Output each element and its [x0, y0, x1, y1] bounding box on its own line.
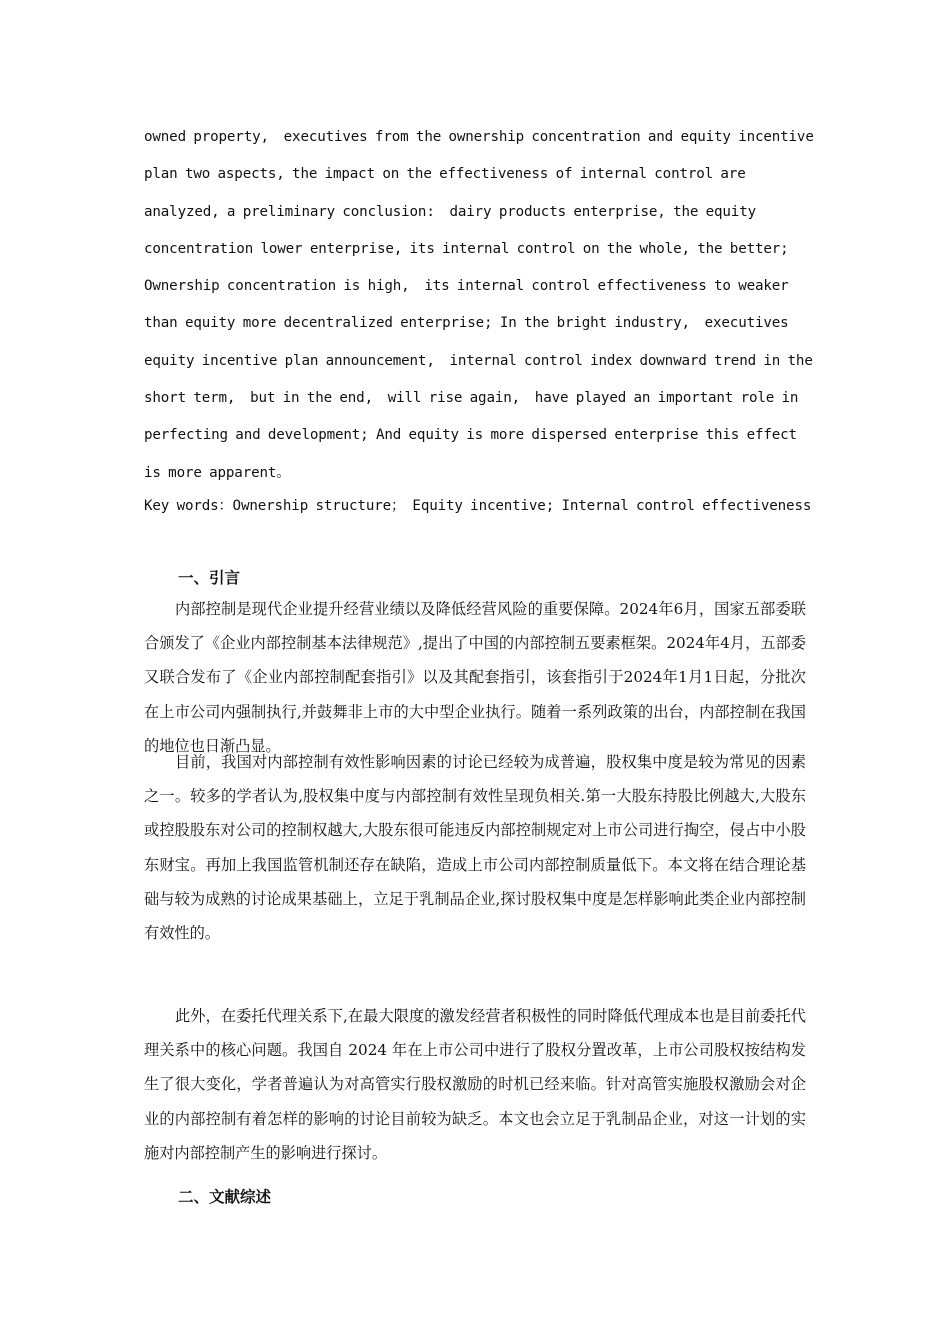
body-paragraph: 内部控制是现代企业提升经营业绩以及降低经营风险的重要保障。2024年6月，国家五部委联合颁发了《企业内部控制基本法律规范》,提出了中国的内部控制五要素框架。2024年4月，五部委又联合发布了《企业内部控制配套指引》以及其配套指引，该套指引于2024年1月1日起，分批次在上市公司内强制执行,并鼓舞非上市的大中型企业执行。随着一系列政策的出台，内部控制在我国的地位也日渐凸显。 [144, 600, 806, 755]
english-abstract-continuation: owned property, executives from the ownership concentration and equity incentive plan two aspects, the impact on the effectiveness of internal control are analyzed, a preliminary conclusion: dairy products enterprise, the equity concentration lower enterprise, its internal control on the whole, the better; Ownership concentration is high, its internal control effectiveness to weaker than equity more decentralized enterprise; In the bright industry, executives equity incentive plan announcement, internal control index downward trend in the short term, but in the end, will rise again, have played an important role in perfecting and development; And equity is more dispersed enterprise this effect is more apparent。 [144, 129, 822, 481]
keywords-line: Key words：Ownership structure； Equity incentive; Internal control effectiveness [144, 498, 812, 514]
body-paragraph: 目前，我国对内部控制有效性影响因素的讨论已经较为成普遍，股权集中度是较为常见的因素之一。较多的学者认为,股权集中度与内部控制有效性呈现负相关.第一大股东持股比例越大,大股东或控股股东对公司的控制权越大,大股东很可能违反内部控制规定对上市公司进行掏空，侵占中小股东财宝。再加上我国监管机制还存在缺陷，造成上市公司内部控制质量低下。本文将在结合理论基础与较为成熟的讨论成果基础上，立足于乳制品企业,探讨股权集中度是怎样影响此类企业内部控制有效性的。 [144, 753, 806, 943]
section-heading-introduction: 一、引言 [178, 569, 241, 587]
body-paragraph: 此外，在委托代理关系下,在最大限度的激发经营者积极性的同时降低代理成本也是目前委托代理关系中的核心问题。我国自 2024 年在上市公司中进行了股权分置改革，上市公司股权按结构发生了很大变化，学者普遍认为对高管实行股权激励的时机已经来临。针对高管实施股权激励会对企业的内部控制有着怎样的影响的讨论目前较为缺乏。本文也会立足于乳制品企业，对这一计划的实施对内部控制产生的影响进行探讨。 [144, 1007, 806, 1162]
section-heading-literature-review: 二、文献综述 [178, 1188, 272, 1206]
